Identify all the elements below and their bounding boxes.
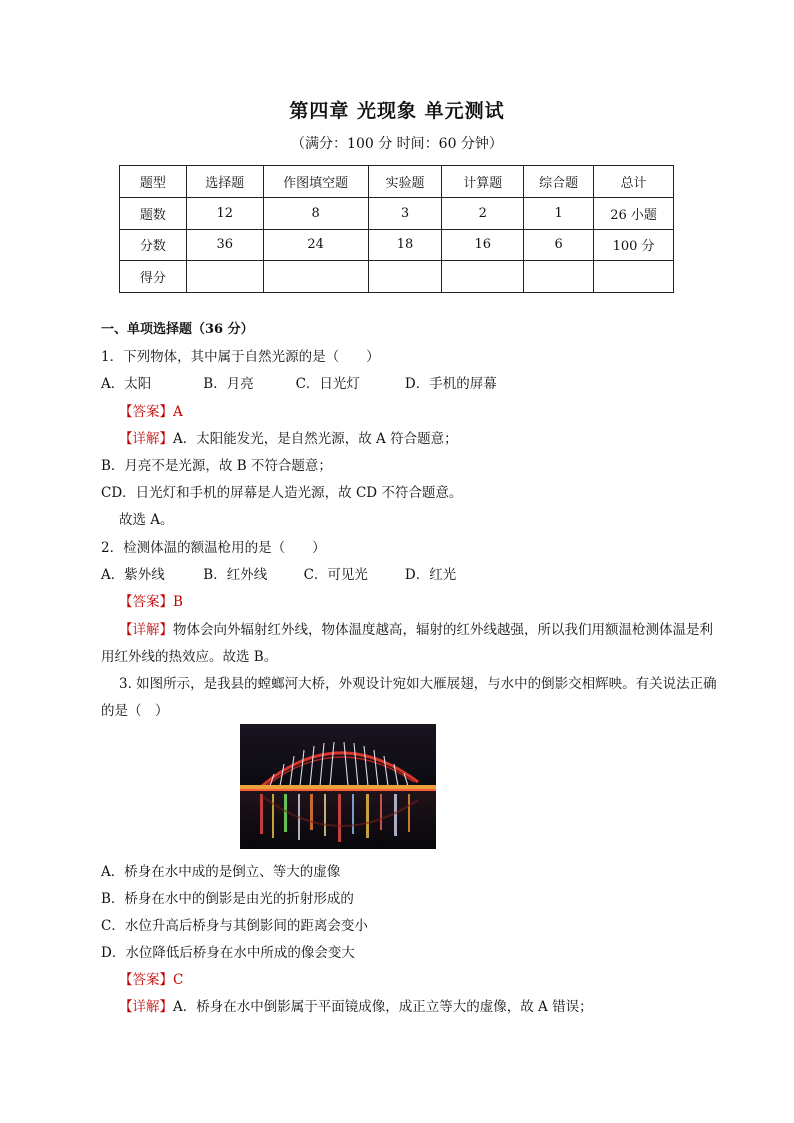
score-table-cell: 16 xyxy=(442,229,524,261)
score-table-cell xyxy=(442,261,524,293)
bridge-night-photo xyxy=(240,724,436,849)
q3-detail xyxy=(119,995,593,1015)
q1-option: B．月亮 xyxy=(203,376,254,392)
q1-option: C．日光灯 xyxy=(295,376,360,392)
score-table-cell: 36 xyxy=(186,229,263,261)
detail-tag: 【详解】 xyxy=(119,999,173,1015)
q3-option: D．水位降低后桥身在水中所成的像会变大 xyxy=(101,945,355,961)
answer-value: A xyxy=(173,404,183,420)
score-table-cell xyxy=(524,261,594,293)
score-table-row xyxy=(120,261,674,293)
score-table-cell: 12 xyxy=(186,197,263,229)
q3-option: C．水位升高后桥身与其倒影间的距离会变小 xyxy=(101,918,368,934)
q2-option: B．红外线 xyxy=(203,567,268,583)
q2-options xyxy=(101,563,456,583)
answer-value: C xyxy=(173,972,184,988)
score-table-cell: 8 xyxy=(263,197,368,229)
q2-answer xyxy=(119,590,183,610)
q2-stem: 2．检测体温的额温枪用的是（ ） xyxy=(101,540,326,556)
answer-tag: 【答案】 xyxy=(119,594,173,610)
score-table-cell xyxy=(186,261,263,293)
q1-detail xyxy=(119,427,458,447)
score-table-cell: 1 xyxy=(524,197,594,229)
score-table-cell: 题型 xyxy=(120,166,187,198)
score-table-cell: 作图填空题 xyxy=(263,166,368,198)
score-table-cell: 实验题 xyxy=(368,166,442,198)
q1-detail-line: CD．日光灯和手机的屏幕是人造光源，故 CD 不符合题意。 xyxy=(101,485,463,501)
score-table-cell: 题数 xyxy=(120,197,187,229)
answer-tag: 【答案】 xyxy=(119,972,173,988)
q1-option: D．手机的屏幕 xyxy=(404,376,497,392)
q2-detail-line: 用红外线的热效应。故选 B。 xyxy=(101,649,278,665)
score-table-cell: 2 xyxy=(442,197,524,229)
q1-options xyxy=(101,372,497,392)
section-heading: 一、单项选择题（36 分） xyxy=(101,322,254,337)
score-table-row xyxy=(120,166,674,198)
score-table-cell: 6 xyxy=(524,229,594,261)
bridge-illustration xyxy=(240,724,436,849)
detail-tag: 【详解】 xyxy=(119,431,173,447)
q1-option: A．太阳 xyxy=(101,376,152,392)
answer-tag: 【答案】 xyxy=(119,404,173,420)
q1-answer xyxy=(119,400,183,420)
q2-detail xyxy=(119,618,713,638)
detail-text: 物体会向外辐射红外线，物体温度越高，辐射的红外线越强，所以我们用额温枪测体温是利 xyxy=(173,622,713,638)
q1-detail-line: 故选 A。 xyxy=(119,512,174,528)
page-subtitle: （满分：100 分 时间：60 分钟） xyxy=(291,136,503,152)
detail-text: A．太阳能发光，是自然光源，故 A 符合题意； xyxy=(173,431,458,447)
answer-value: B xyxy=(173,594,183,610)
q1-detail-line: B．月亮不是光源，故 B 不符合题意； xyxy=(101,458,332,474)
score-table-cell: 3 xyxy=(368,197,442,229)
score-table-cell: 26 小题 xyxy=(594,197,674,229)
detail-text: A．桥身在水中倒影属于平面镜成像，成正立等大的虚像，故 A 错误； xyxy=(173,999,593,1015)
score-table-cell: 计算题 xyxy=(442,166,524,198)
score-table-cell: 24 xyxy=(263,229,368,261)
q2-option: A．紫外线 xyxy=(101,567,165,583)
q2-option: D．红光 xyxy=(404,567,457,583)
q3-answer xyxy=(119,968,183,988)
q2-option: C．可见光 xyxy=(303,567,368,583)
q3-stem-cont: 的是（ ） xyxy=(101,703,169,719)
q3-stem: 3. 如图所示，是我县的螳螂河大桥，外观设计宛如大雁展翅，与水中的倒影交相辉映。有关说法正确 xyxy=(119,676,717,692)
score-table-cell: 得分 xyxy=(120,261,187,293)
score-table-cell xyxy=(594,261,674,293)
detail-tag: 【详解】 xyxy=(119,622,173,638)
score-table-row xyxy=(120,229,674,261)
score-table-cell: 18 xyxy=(368,229,442,261)
score-table-cell: 选择题 xyxy=(186,166,263,198)
score-table-cell: 综合题 xyxy=(524,166,594,198)
score-table-row xyxy=(120,197,674,229)
score-table-cell: 分数 xyxy=(120,229,187,261)
score-table xyxy=(119,165,674,293)
q3-option: B．桥身在水中的倒影是由光的折射形成的 xyxy=(101,891,354,907)
page-title: 第四章 光现象 单元测试 xyxy=(289,100,505,122)
score-table-cell xyxy=(368,261,442,293)
q3-option: A．桥身在水中成的是倒立、等大的虚像 xyxy=(101,864,341,880)
score-table-cell: 总计 xyxy=(594,166,674,198)
score-table-cell: 100 分 xyxy=(594,229,674,261)
score-table-cell xyxy=(263,261,368,293)
q1-stem: 1．下列物体，其中属于自然光源的是（ ） xyxy=(101,349,380,365)
